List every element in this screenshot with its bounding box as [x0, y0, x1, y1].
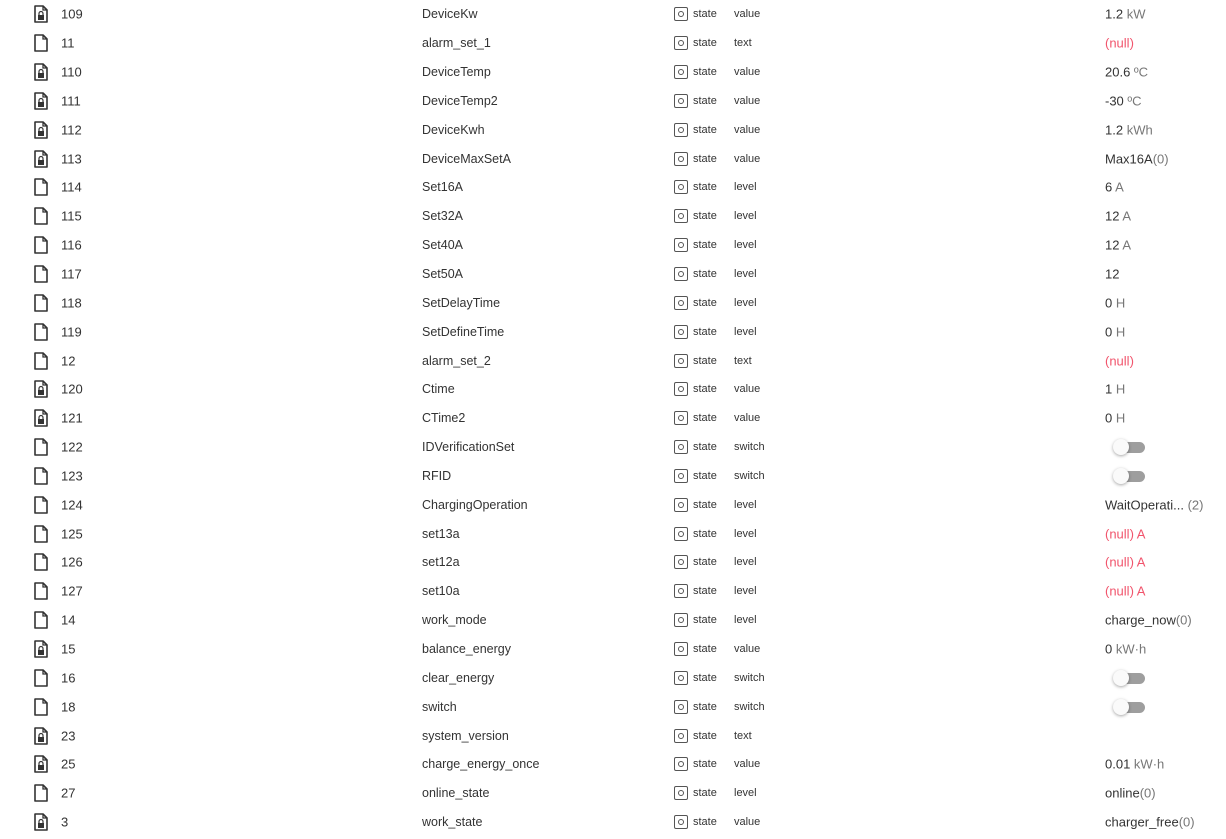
state-type-icon: [674, 671, 688, 685]
table-row-125[interactable]: [0, 519, 1226, 548]
value-text: Max16A: [1105, 151, 1153, 167]
object-name: switch: [422, 699, 457, 714]
file-lock-icon: [34, 755, 48, 773]
object-name: alarm_set_1: [422, 36, 491, 51]
object-name: alarm_set_2: [422, 353, 491, 368]
object-role: value: [734, 94, 761, 107]
file-icon: [34, 323, 48, 341]
file-icon: [34, 784, 48, 802]
state-type-icon: [674, 498, 688, 512]
state-type-icon: [674, 440, 688, 454]
file-icon: [34, 582, 48, 600]
object-type: state: [693, 8, 717, 21]
switch-toggle[interactable]: [1113, 698, 1147, 716]
file-icon: [34, 669, 48, 687]
object-id: 110: [61, 64, 82, 80]
table-row-122[interactable]: [0, 433, 1226, 462]
object-name: clear_energy: [422, 670, 495, 685]
object-value[interactable]: [1105, 238, 1131, 253]
file-icon: [34, 265, 48, 283]
value-text: -30: [1105, 93, 1124, 109]
state-type-icon: [674, 382, 688, 396]
object-role: level: [734, 181, 757, 194]
object-name: DeviceKwh: [422, 122, 485, 137]
table-row-11[interactable]: [0, 29, 1226, 58]
object-role: level: [734, 268, 757, 281]
object-role: level: [734, 556, 757, 569]
object-type: state: [693, 268, 717, 281]
value-unit: ºC: [1130, 64, 1149, 80]
table-row-23[interactable]: [0, 721, 1226, 750]
object-id: 126: [61, 554, 83, 570]
object-type: state: [693, 210, 717, 223]
object-id: 27: [61, 785, 76, 801]
object-id: 115: [61, 208, 82, 224]
file-icon: [34, 178, 48, 196]
object-role: value: [734, 816, 761, 829]
switch-toggle[interactable]: [1113, 467, 1147, 485]
value-unit: (2): [1183, 497, 1204, 513]
table-row-25[interactable]: [0, 750, 1226, 779]
object-value[interactable]: [1105, 36, 1134, 51]
object-name: charge_energy_once: [422, 757, 540, 772]
object-role: value: [734, 66, 761, 79]
value-text: 1.2: [1105, 6, 1124, 22]
value-text: 0: [1105, 641, 1113, 657]
object-role: switch: [734, 671, 765, 684]
table-row-110[interactable]: [0, 58, 1226, 87]
state-type-icon: [674, 815, 688, 829]
value-text: 12: [1105, 208, 1120, 224]
file-lock-icon: [34, 813, 48, 831]
table-row-111[interactable]: [0, 87, 1226, 116]
table-row-15[interactable]: [0, 635, 1226, 664]
object-value[interactable]: [1105, 497, 1203, 512]
object-type: state: [693, 296, 717, 309]
object-name: set12a: [422, 555, 460, 570]
file-icon: [34, 352, 48, 370]
object-id: 118: [61, 295, 82, 311]
object-type: state: [693, 700, 717, 713]
table-row-126[interactable]: [0, 548, 1226, 577]
file-lock-icon: [34, 63, 48, 81]
object-id: 16: [61, 670, 76, 686]
value-unit: (0): [1178, 814, 1195, 830]
object-type: state: [693, 671, 717, 684]
object-role: level: [734, 325, 757, 338]
object-name: Ctime: [422, 382, 455, 397]
value-text: WaitOperati...: [1105, 497, 1184, 513]
object-type: state: [693, 37, 717, 50]
object-value[interactable]: [1105, 180, 1124, 195]
table-row-116[interactable]: [0, 231, 1226, 260]
value-unit: A: [1133, 526, 1146, 542]
object-role: value: [734, 758, 761, 771]
object-value[interactable]: [1105, 641, 1146, 656]
object-value[interactable]: [1105, 7, 1145, 22]
object-name: Set32A: [422, 209, 464, 224]
object-type: state: [693, 66, 717, 79]
object-value[interactable]: [1105, 295, 1125, 310]
table-row-27[interactable]: [0, 779, 1226, 808]
file-icon: [34, 294, 48, 312]
object-role: level: [734, 527, 757, 540]
switch-toggle[interactable]: [1113, 669, 1147, 687]
state-type-icon: [674, 325, 688, 339]
state-type-icon: [674, 555, 688, 569]
value-unit: kW·h: [1130, 756, 1165, 772]
object-type: state: [693, 152, 717, 165]
object-role: value: [734, 642, 761, 655]
state-type-icon: [674, 757, 688, 771]
object-id: 120: [61, 381, 83, 397]
toggle-thumb: [1113, 670, 1129, 686]
object-type: state: [693, 614, 717, 627]
object-value[interactable]: [1105, 584, 1145, 599]
table-row-121[interactable]: [0, 404, 1226, 433]
value-unit: ºC: [1123, 93, 1142, 109]
object-type: state: [693, 94, 717, 107]
object-role: text: [734, 729, 752, 742]
file-icon: [34, 525, 48, 543]
object-type: state: [693, 729, 717, 742]
state-type-icon: [674, 786, 688, 800]
object-value[interactable]: [1105, 555, 1145, 570]
object-role: switch: [734, 700, 765, 713]
object-name: balance_energy: [422, 641, 511, 656]
object-role: text: [734, 37, 752, 50]
object-name: ChargingOperation: [422, 497, 528, 512]
object-type: state: [693, 354, 717, 367]
object-type: state: [693, 383, 717, 396]
object-id: 23: [61, 728, 76, 744]
object-type: state: [693, 239, 717, 252]
value-unit: (0): [1175, 612, 1192, 628]
object-type: state: [693, 556, 717, 569]
file-icon: [34, 236, 48, 254]
object-name: DeviceTemp2: [422, 93, 498, 108]
object-id: 122: [61, 439, 83, 455]
object-type: state: [693, 498, 717, 511]
object-role: level: [734, 296, 757, 309]
object-id: 12: [61, 353, 76, 369]
object-value[interactable]: [1105, 815, 1195, 830]
state-type-icon: [674, 354, 688, 368]
value-unit: H: [1112, 381, 1126, 397]
table-row-127[interactable]: [0, 577, 1226, 606]
object-name: DeviceKw: [422, 7, 478, 22]
table-row-18[interactable]: [0, 692, 1226, 721]
table-row-123[interactable]: [0, 462, 1226, 491]
object-type: state: [693, 181, 717, 194]
object-id: 125: [61, 526, 83, 542]
value-unit: H: [1112, 295, 1126, 311]
value-text: charge_now: [1105, 612, 1176, 628]
value-unit: H: [1112, 324, 1126, 340]
object-name: SetDelayTime: [422, 295, 501, 310]
state-type-icon: [674, 642, 688, 656]
value-unit: A: [1119, 237, 1132, 253]
object-id: 127: [61, 583, 83, 599]
table-row-12[interactable]: [0, 346, 1226, 375]
object-role: level: [734, 239, 757, 252]
object-id: 112: [61, 122, 82, 138]
toggle-thumb: [1113, 468, 1129, 484]
object-name: work_mode: [422, 613, 487, 628]
value-unit: A: [1119, 208, 1132, 224]
state-type-icon: [674, 267, 688, 281]
value-text: 1: [1105, 381, 1113, 397]
value-text: 12: [1105, 266, 1120, 282]
value-text: (null): [1105, 554, 1134, 570]
value-unit: A: [1133, 583, 1146, 599]
table-row-16[interactable]: [0, 663, 1226, 692]
object-id: 14: [61, 612, 76, 628]
toggle-thumb: [1113, 439, 1129, 455]
object-type: state: [693, 787, 717, 800]
state-type-icon: [674, 65, 688, 79]
object-type: state: [693, 642, 717, 655]
state-type-icon: [674, 180, 688, 194]
state-type-icon: [674, 238, 688, 252]
table-row-124[interactable]: [0, 490, 1226, 519]
value-text: (null): [1105, 526, 1134, 542]
object-value[interactable]: [1105, 267, 1119, 282]
file-icon: [34, 34, 48, 52]
object-role: level: [734, 585, 757, 598]
object-name: Set50A: [422, 267, 464, 282]
object-value[interactable]: [1105, 757, 1164, 772]
object-value[interactable]: [1105, 613, 1192, 628]
object-role: value: [734, 383, 761, 396]
object-value[interactable]: [1105, 324, 1125, 339]
object-id: 114: [61, 179, 82, 195]
object-role: switch: [734, 469, 765, 482]
object-id: 11: [61, 35, 75, 51]
object-id: 116: [61, 237, 82, 253]
file-lock-icon: [34, 409, 48, 427]
object-name: CTime2: [422, 411, 466, 426]
value-unit: A: [1112, 179, 1124, 195]
object-name: work_state: [422, 815, 483, 830]
object-role: level: [734, 787, 757, 800]
object-id: 15: [61, 641, 76, 657]
object-type: state: [693, 469, 717, 482]
value-text: 0: [1105, 324, 1113, 340]
value-unit: kW·h: [1112, 641, 1147, 657]
table-row-112[interactable]: [0, 115, 1226, 144]
object-role: switch: [734, 441, 765, 454]
object-name: online_state: [422, 786, 490, 801]
value-unit: (0): [1139, 785, 1156, 801]
value-text: 20.6: [1105, 64, 1131, 80]
state-type-icon: [674, 152, 688, 166]
object-role: value: [734, 412, 761, 425]
value-text: 0.01: [1105, 756, 1131, 772]
file-lock-icon: [34, 380, 48, 398]
value-text: 0: [1105, 295, 1113, 311]
state-type-icon: [674, 700, 688, 714]
value-text: (null): [1105, 35, 1134, 51]
object-name: Set40A: [422, 238, 464, 253]
object-role: text: [734, 354, 752, 367]
object-value[interactable]: [1105, 209, 1131, 224]
object-id: 123: [61, 468, 83, 484]
table-row-109[interactable]: [0, 0, 1226, 29]
table-row-120[interactable]: [0, 375, 1226, 404]
toggle-thumb: [1113, 699, 1129, 715]
file-icon: [34, 611, 48, 629]
file-icon: [34, 698, 48, 716]
object-role: level: [734, 498, 757, 511]
state-type-icon: [674, 613, 688, 627]
object-role: value: [734, 123, 761, 136]
value-unit: kW: [1123, 6, 1146, 22]
object-value[interactable]: [1105, 353, 1134, 368]
state-type-icon: [674, 296, 688, 310]
table-row-117[interactable]: [0, 260, 1226, 289]
object-value[interactable]: [1105, 411, 1125, 426]
file-lock-icon: [34, 92, 48, 110]
object-name: SetDefineTime: [422, 324, 505, 339]
object-id: 25: [61, 756, 76, 772]
object-role: value: [734, 152, 761, 165]
file-icon: [34, 553, 48, 571]
object-type: state: [693, 123, 717, 136]
file-icon: [34, 467, 48, 485]
file-icon: [34, 438, 48, 456]
value-text: 1.2: [1105, 122, 1124, 138]
value-unit: (0): [1152, 151, 1169, 167]
switch-toggle[interactable]: [1113, 438, 1147, 456]
file-icon: [34, 496, 48, 514]
object-value[interactable]: [1105, 526, 1145, 541]
state-type-icon: [674, 729, 688, 743]
file-lock-icon: [34, 150, 48, 168]
object-type: state: [693, 325, 717, 338]
value-unit: H: [1112, 410, 1126, 426]
state-type-icon: [674, 7, 688, 21]
value-text: charger_free: [1105, 814, 1179, 830]
value-text: 12: [1105, 237, 1120, 253]
object-name: system_version: [422, 728, 509, 743]
state-type-icon: [674, 36, 688, 50]
state-type-icon: [674, 94, 688, 108]
file-lock-icon: [34, 640, 48, 658]
object-name: IDVerificationSet: [422, 440, 515, 455]
value-text: (null): [1105, 353, 1134, 369]
object-name: set10a: [422, 584, 460, 599]
object-id: 124: [61, 497, 83, 513]
file-lock-icon: [34, 5, 48, 23]
table-row-115[interactable]: [0, 202, 1226, 231]
state-type-icon: [674, 209, 688, 223]
object-id: 3: [61, 814, 69, 830]
file-icon: [34, 207, 48, 225]
object-value[interactable]: [1105, 786, 1156, 801]
value-text: online: [1105, 785, 1140, 801]
object-id: 119: [61, 324, 82, 340]
object-value[interactable]: [1105, 122, 1153, 137]
object-type: state: [693, 527, 717, 540]
value-text: (null): [1105, 583, 1134, 599]
value-unit: kWh: [1123, 122, 1153, 138]
table-row-119[interactable]: [0, 317, 1226, 346]
object-id: 18: [61, 699, 76, 715]
state-type-icon: [674, 584, 688, 598]
state-type-icon: [674, 411, 688, 425]
object-name: DeviceMaxSetA: [422, 151, 511, 166]
object-type: state: [693, 585, 717, 598]
object-type: state: [693, 816, 717, 829]
object-type: state: [693, 758, 717, 771]
table-row-3[interactable]: [0, 808, 1226, 837]
object-role: level: [734, 614, 757, 627]
table-row-113[interactable]: [0, 144, 1226, 173]
object-role: level: [734, 210, 757, 223]
object-type: state: [693, 441, 717, 454]
object-value[interactable]: [1105, 382, 1125, 397]
object-type: state: [693, 412, 717, 425]
object-name: DeviceTemp: [422, 65, 491, 80]
object-value[interactable]: [1105, 65, 1148, 80]
object-value[interactable]: [1105, 151, 1169, 166]
object-id: 113: [61, 151, 82, 167]
object-value[interactable]: [1105, 93, 1142, 108]
state-type-icon: [674, 469, 688, 483]
table-row-14[interactable]: [0, 606, 1226, 635]
object-id: 111: [61, 93, 81, 109]
file-lock-icon: [34, 121, 48, 139]
table-row-114[interactable]: [0, 173, 1226, 202]
object-name: set13a: [422, 526, 460, 541]
value-unit: A: [1133, 554, 1146, 570]
object-name: RFID: [422, 468, 452, 483]
object-id: 109: [61, 6, 83, 22]
state-type-icon: [674, 527, 688, 541]
object-id: 117: [61, 266, 82, 282]
value-text: 0: [1105, 410, 1113, 426]
state-type-icon: [674, 123, 688, 137]
object-id: 121: [61, 410, 83, 426]
object-name: Set16A: [422, 180, 464, 195]
file-lock-icon: [34, 727, 48, 745]
value-text: 6: [1105, 179, 1113, 195]
table-row-118[interactable]: [0, 288, 1226, 317]
object-role: value: [734, 8, 761, 21]
